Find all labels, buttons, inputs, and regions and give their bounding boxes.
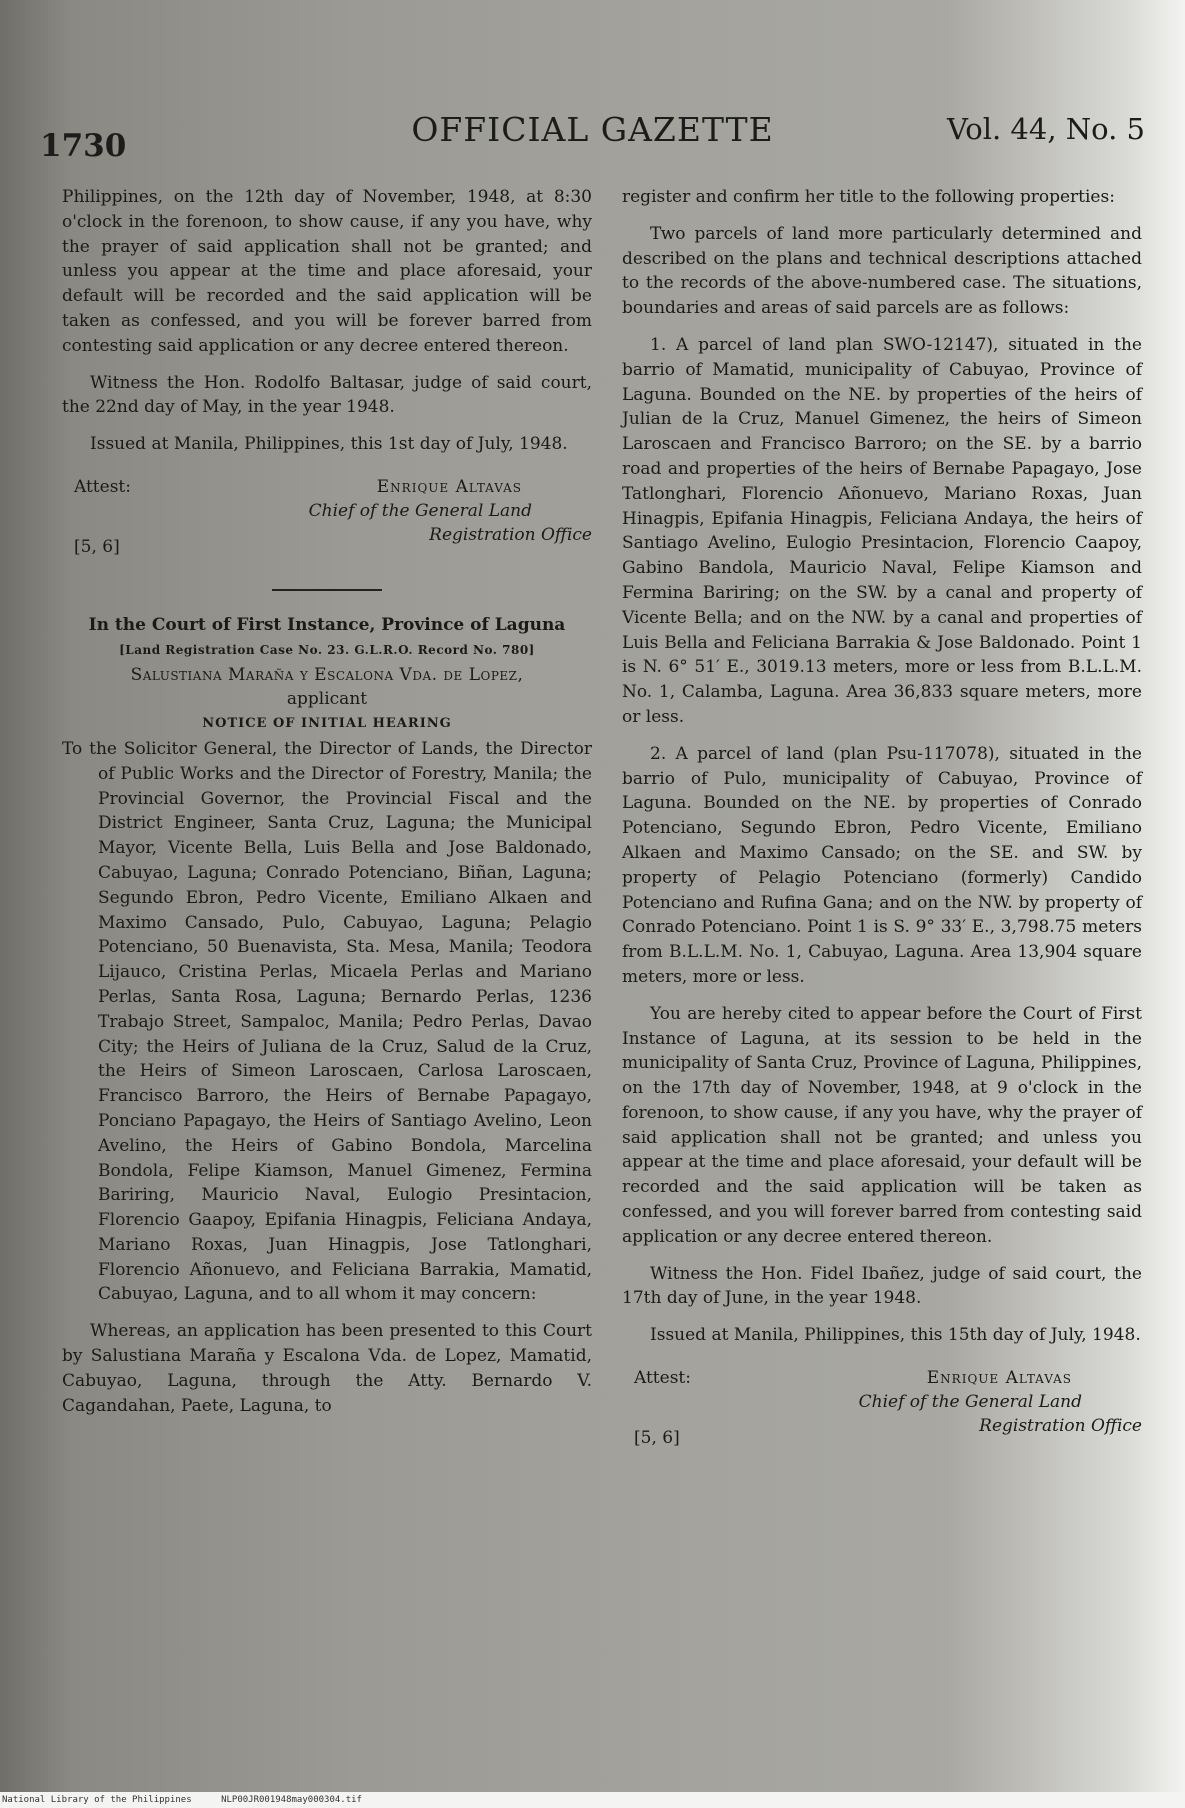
attest-label: Attest:: [74, 476, 131, 497]
publication-title: OFFICIAL GAZETTE: [411, 110, 774, 149]
attest-role-line2: Registration Office: [429, 524, 592, 545]
attest-name: Enrique Altavas: [376, 476, 522, 497]
court-heading: In the Court of First Instance, Province of Laguna: [88, 614, 566, 635]
page-header: [40, 100, 1145, 164]
parcels-intro-paragraph: Two parcels of land more particularly determined and described on the plans and technical descriptions attached to the records of the above-numbered case. The situations, boundaries and areas of said parcels are as follows:: [622, 223, 1142, 319]
scan-filename: NLP00JR001948may000304.tif: [221, 1795, 362, 1805]
witness-paragraph-right: Witness the Hon. Fidel Ibañez, judge of said court, the 17th day of June, in the year 1948.: [622, 1263, 1142, 1309]
attest-label-right: Attest:: [634, 1368, 691, 1389]
issued-paragraph: Issued at Manila, Philippines, this 1st day of July, 1948.: [90, 434, 568, 455]
register-paragraph: register and confirm her title to the following properties:: [622, 187, 1115, 207]
applicant-role: applicant: [286, 689, 368, 710]
attest-role-line2-right: Registration Office: [979, 1416, 1142, 1437]
addressees-paragraph: To the Solicitor General, the Director of Lands, the Director of Public Works and the Director of Forestry, Manila; the Provincial Governor, the Provincial Fiscal and the District Engineer, Santa Cruz, Laguna; the Municipal Mayor, Vicente Bella, Luis Bella and Jose Baldonado, Cabuyao, Laguna; Conrado Potenciano, Biñan, Laguna; Segundo Ebron, Pedro Vicente, Emiliano Alkaen and Maximo Cansado, Pulo, Cabuyao, Laguna; Pelagio Potenciano, 50 Buenavista, Sta. Mesa, Manila; Teodora Lijauco, Cristina Perlas, Micaela Perlas and Mariano Perlas, Santa Rosa, Laguna; Bernardo Perlas, 1236 Trabajo Street, Sampaloc, Manila; Pedro Perlas, Davao City; the Heirs of Juliana de la Cruz, Salud de la Cruz, the Heirs of Simeon Laroscaen, Carlosa Laroscaen, Francisco Barroro, the Heirs of Bernabe Papagayo, Ponciano Papagayo, the Heirs of Santiago Avelino, Leon Avelino, the Heirs of Gabino Bondola, Marcelina Bondola, Felipe Kiamson, Manuel Gimenez, Fermina Bariring, Mauricio Naval, Eulogio Presintacion, Florencio Gaapoy, Epifania Hinagpis, Feliciana Andaya, Mariano Roxas, Juan Hinagpis, Jose Tatlonghari, Florencio Añonuevo, and Feliciana Barrakia, Mamatid, Cabuyao, Laguna, and to all whom it may concern:: [62, 738, 592, 1305]
continued-paragraph: Philippines, on the 12th day of November, 1948, at 8:30 o'clock in the forenoon, to show cause, if any you have, why the prayer of said application shall not be granted; and unless you appear at the time and place aforesaid, your default will be recorded and the said application will be taken as confessed, and you will be forever barred from contesting said application or any decree entered thereon.: [62, 187, 592, 356]
volume-number: Vol. 44, No. 5: [946, 112, 1145, 146]
left-column: [62, 185, 592, 1418]
notice-heading: NOTICE OF INITIAL HEARING: [202, 716, 452, 732]
parcel-1-paragraph: 1. A parcel of land plan SWO-12147), situated in the barrio of Mamatid, municipality of Cabuyao, Province of Laguna. Bounded on the NE. by properties of the heirs of Julian de la Cruz, Manuel Gimenez, the heirs of Simeon Laroscaen and Francisco Barroro; on the SE. by a barrio road and properties of the heirs of Bernabe Papagayo, Jose Tatlonghari, Florencio Añonuevo, Mariano Roxas, Juan Hinagpis, Epifania Hinagpis, Feliciana Andaya, the heirs of Santiago Avelino, Eulogio Presintacion, Florencio Caapoy, Gabino Bandola, Mauricio Naval, Felipe Kiamson and Fermina Bariring; on the SW. by a canal and property of Vicente Bella; and on the NW. by a canal and properties of Luis Bella and Feliciana Barrakia & Jose Baldonado. Point 1 is N. 6° 51′ E., 3019.13 meters, more or less from B.L.L.M. No. 1, Calamba, Laguna. Area 36,833 square meters, more or less.: [622, 334, 1142, 727]
parcel-2-paragraph: 2. A parcel of land (plan Psu-117078), situated in the barrio of Pulo, municipality of Cabuyao, Province of Laguna. Bounded on the NE. by properties of Conrado Potenciano, Segundo Ebron, Pedro Vicente, Emiliano Alkaen and Maximo Cansado; on the SE. and SW. by property of Pelagio Potenciano (formerly) Candido Potenciano and Rufina Gana; and on the NW. by property of Conrado Potenciano. Point 1 is S. 9° 33′ E., 3,798.75 meters from B.L.L.M. No. 1, Cabuyao, Laguna. Area 13,904 square meters, more or less.: [622, 743, 1142, 987]
issued-paragraph-right: Issued at Manila, Philippines, this 15th day of July, 1948.: [650, 1325, 1141, 1346]
attest-name-right: Enrique Altavas: [926, 1368, 1072, 1389]
attest-block-right: [622, 1366, 1142, 1462]
applicant-name: Salustiana Maraña y Escalona Vda. de Lopez,: [130, 664, 524, 685]
scan-footer: [0, 1792, 1185, 1808]
attest-role-line1-right: Chief of the General Land: [858, 1392, 1082, 1413]
right-column: [622, 185, 1142, 1462]
issue-numbers: [5, 6]: [74, 536, 120, 557]
page-number: 1730: [40, 128, 127, 164]
witness-paragraph: Witness the Hon. Rodolfo Baltasar, judge of said court, the 22nd day of May, in the year 1948.: [62, 372, 592, 418]
section-divider: [272, 589, 382, 591]
library-credit: National Library of the Philippines: [2, 1795, 192, 1805]
whereas-paragraph: Whereas, an application has been presented to this Court by Salustiana Maraña y Escalona Vda. de Lopez, Mamatid, Cabuyao, Laguna, through the Atty. Bernardo V. Cagandahan, Paete, Laguna, to: [62, 1321, 592, 1416]
issue-numbers-right: [5, 6]: [634, 1428, 680, 1449]
citation-paragraph: You are hereby cited to appear before the Court of First Instance of Laguna, at its session to be held in the municipality of Santa Cruz, Province of Laguna, Philippines, on the 17th day of November, 1948, at 9 o'clock in the forenoon, to show cause, if any you have, why the prayer of said application shall not be granted; and unless you appear at the time and place aforesaid, your default will be recorded and the said application will be taken as confessed, and you will forever barred from contesting said application or any decree entered thereon.: [622, 1003, 1142, 1247]
attest-role-line1: Chief of the General Land: [308, 500, 532, 521]
case-reference: [Land Registration Case No. 23. G.L.R.O. Record No. 780]: [119, 642, 535, 657]
attest-block: [62, 475, 592, 571]
